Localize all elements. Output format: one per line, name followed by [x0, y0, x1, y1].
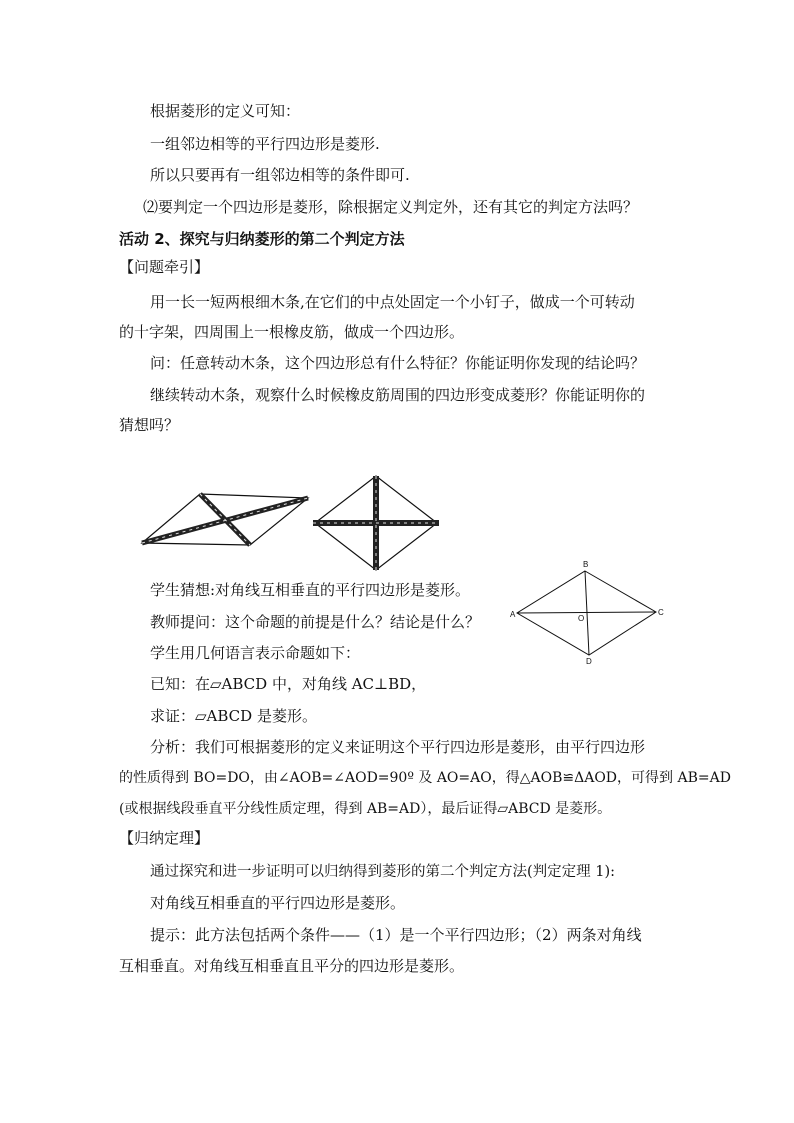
text-line: 学生猜想:对角线互相垂直的平行四边形是菱形。 — [150, 581, 471, 599]
paragraph-line: 问：任意转动木条，这个四边形总有什么特征？你能证明你发现的结论吗？ — [150, 354, 646, 372]
given-line: 已知：在▱ABCD 中，对角线 AC⊥BD， — [150, 675, 427, 693]
text-line: 所以只要再有一组邻边相等的条件即可. — [150, 166, 410, 184]
text-line: 一组邻边相等的平行四边形是菱形. — [150, 135, 380, 153]
text-line: 根据菱形的定义可知： — [150, 102, 301, 120]
vertex-label-b: B — [583, 560, 589, 569]
paragraph-line: 的十字架，四周围上一根橡皮筋，做成一个四边形。 — [119, 323, 465, 341]
analysis-line: 的性质得到 BO=DO，由∠AOB=∠AOD=90º 及 AO=AO，得△AOB≌ΔAOD，可得到 AB=AD — [119, 770, 731, 786]
text-line: 学生用几何语言表示命题如下： — [150, 644, 361, 662]
analysis-line: 分析：我们可根据菱形的定义来证明这个平行四边形是菱形，由平行四边形 — [150, 738, 646, 756]
paragraph-line: 继续转动木条，观察什么时候橡皮筋周围的四边形变成菱形？你能证明你的 — [150, 386, 646, 404]
theorem-line: 通过探究和进一步证明可以归纳得到菱形的第二个判定方法(判定定理 1): — [150, 864, 616, 880]
hint-line: 互相垂直。对角线互相垂直且平分的四边形是菱形。 — [119, 957, 465, 975]
rhombus-abcd-diagram — [508, 560, 668, 668]
prove-line: 求证：▱ABCD 是菱形。 — [150, 707, 317, 725]
text-line: 教师提问：这个命题的前提是什么？结论是什么？ — [150, 613, 481, 631]
hint-line: 提示：此方法包括两个条件——（1）是一个平行四边形；（2）两条对角线 — [150, 926, 642, 944]
paragraph-line: 用一长一短两根细木条,在它们的中点处固定一个小钉子，做成一个可转动 — [150, 293, 635, 311]
analysis-line: (或根据线段垂直平分线性质定理，得到 AB=AD），最后证得▱ABCD 是菱形。 — [119, 801, 612, 817]
vertex-label-a: A — [510, 610, 516, 619]
vertex-label-c: C — [658, 608, 664, 617]
subheading: 【归纳定理】 — [119, 829, 210, 847]
subheading: 【问题牵引】 — [119, 258, 210, 276]
rotated-cross-figure — [140, 485, 310, 555]
perpendicular-cross-figure — [313, 474, 441, 574]
question-line: ⑵要判定一个四边形是菱形，除根据定义判定外，还有其它的判定方法吗？ — [143, 198, 639, 216]
theorem-line: 对角线互相垂直的平行四边形是菱形。 — [150, 894, 406, 912]
section-heading: 活动 2、探究与归纳菱形的第二个判定方法 — [119, 230, 405, 248]
paragraph-line: 猜想吗？ — [119, 416, 180, 434]
center-label-o: O — [578, 614, 585, 623]
vertex-label-d: D — [586, 657, 592, 666]
